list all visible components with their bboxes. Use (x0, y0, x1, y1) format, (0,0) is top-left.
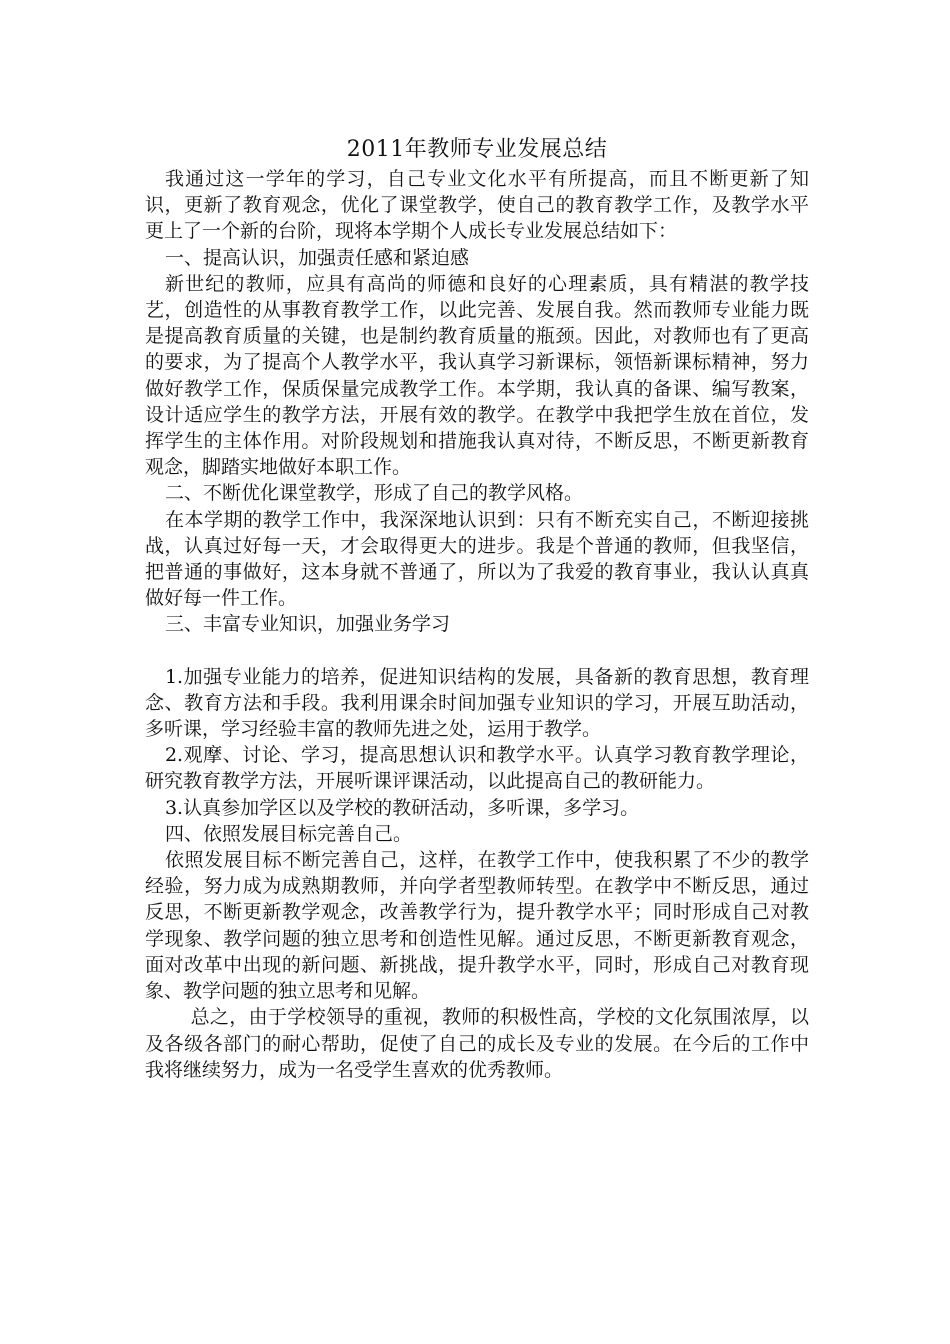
section-heading-1: 一、提高认识，加强责任感和紧迫感 (164, 246, 469, 269)
body-paragraph: 依照发展目标不断完善自己，这样，在教学工作中，使我积累了不少的教学经验，努力成为成熟期教师，并向学者型教师转型。在教学中不断反思，通过反思，不断更新教学观念，改善教学行为，提升教学水平；同时形成自己对教学现象、教学问题的独立思考和创造性见解。通过反思，不断更新教育观念，面对改革中出现的新问题、新挑战，提升教学水平，同时，形成自己对教育现象、教学问题的独立思考和见解。 (145, 849, 809, 1003)
list-item-3: 3.认真参加学区以及学校的教研活动，多听课，多学习。 (164, 796, 640, 819)
document-title: 2011年教师专业发展总结 (346, 137, 608, 162)
section-heading-2: 二、不断优化课堂教学，形成了自己的教学风格。 (164, 482, 583, 505)
list-item-1: 1.加强专业能力的培养，促进知识结构的发展，具备新的教育思想，教育理念、教育方法和手段。我利用课余时间加强专业知识的学习，开展互助活动，多听课，学习经验丰富的教师先进之处，运用于教学。 (145, 665, 809, 741)
section-heading-4: 四、依照发展目标完善自己。 (164, 822, 412, 845)
document-body (145, 135, 809, 1083)
body-paragraph: 在本学期的教学工作中，我深深地认识到：只有不断充实自己，不断迎接挑战，认真过好每一天，才会取得更大的进步。我是个普通的教师，但我坚信，把普通的事做好，这本身就不普通了，所以为了我爱的教育事业，我认认真真做好每一件工作。 (145, 508, 809, 610)
conclusion-paragraph: 总之，由于学校领导的重视，教师的积极性高，学校的文化氛围浓厚，以及各级各部门的耐心帮助，促使了自己的成长及专业的发展。在今后的工作中我将继续努力，成为一名受学生喜欢的优秀教师。 (145, 1006, 809, 1081)
body-paragraph: 新世纪的教师，应具有高尚的师德和良好的心理素质，具有精湛的教学技艺，创造性的从事教育教学工作，以此完善、发展自我。然而教师专业能力既是提高教育质量的关键，也是制约教育质量的瓶颈。因此，对教师也有了更高的要求，为了提高个人教学水平，我认真学习新课标，领悟新课标精神，努力做好教学工作，保质保量完成教学工作。本学期，我认真的备课、编写教案，设计适应学生的教学方法，开展有效的教学。在教学中我把学生放在首位，发挥学生的主体作用。对阶段规划和措施我认真对待，不断反思，不断更新教育观念，脚踏实地做好本职工作。 (145, 272, 809, 479)
intro-paragraph: 我通过这一学年的学习，自己专业文化水平有所提高，而且不断更新了知识，更新了教育观念，优化了课堂教学，使自己的教育教学工作，及教学水平更上了一个新的台阶，现将本学期个人成长专业发展总结如下： (145, 168, 809, 243)
section-heading-3: 三、丰富专业知识，加强业务学习 (164, 613, 450, 636)
blank-line (145, 638, 809, 664)
list-item-2: 2.观摩、讨论、学习，提高思想认识和教学水平。认真学习教育教学理论，研究教育教学方法，开展听课评课活动，以此提高自己的教研能力。 (145, 744, 809, 793)
